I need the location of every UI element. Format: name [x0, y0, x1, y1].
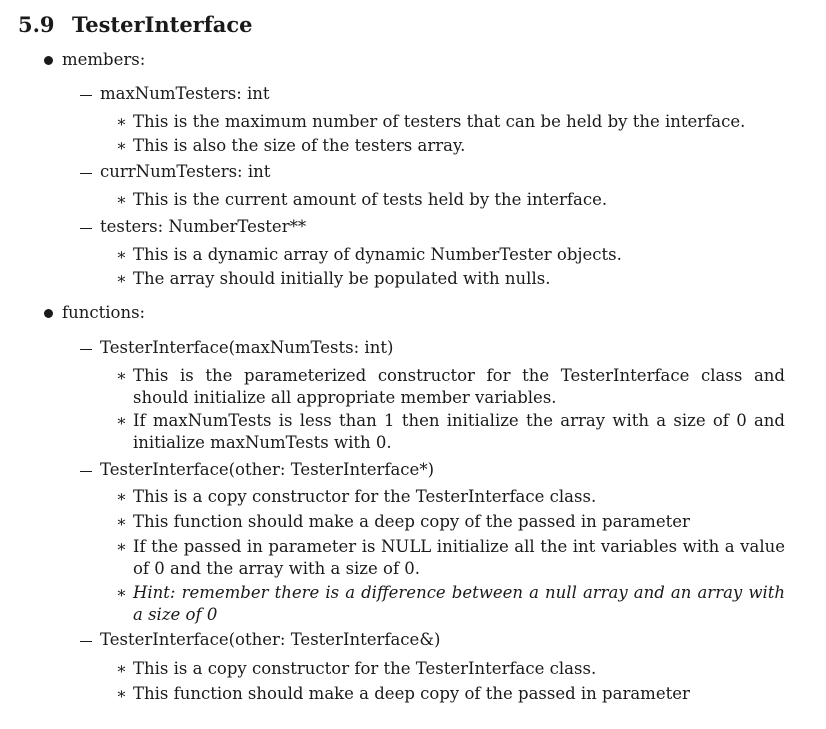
star-marker: ∗	[116, 190, 127, 209]
star-marker: ∗	[116, 512, 127, 531]
dash-marker	[80, 349, 92, 350]
function-note: This is a copy constructor for the TesterInterface class.	[133, 659, 597, 678]
dash-marker	[80, 228, 92, 229]
function-note: This is a copy constructor for the TesterInterface class.	[133, 487, 597, 506]
function-name: TesterInterface(other: TesterInterface*)	[100, 460, 435, 479]
member-name: currNumTesters: int	[100, 162, 271, 181]
section-heading	[18, 12, 253, 37]
section-number: 5.9	[18, 12, 55, 37]
star-marker: ∗	[116, 136, 127, 155]
dash-marker	[80, 173, 92, 174]
star-marker: ∗	[116, 487, 127, 506]
member-name: maxNumTesters: int	[100, 84, 270, 103]
star-marker: ∗	[116, 684, 127, 703]
function-note: If the passed in parameter is NULL initialize all the int variables with a value of 0 and the array with a size of 0.	[133, 537, 785, 578]
section-title: TesterInterface	[72, 12, 253, 37]
star-marker: ∗	[116, 245, 127, 264]
star-marker: ∗	[116, 583, 127, 602]
member-note: This is the maximum number of testers that can be held by the interface.	[133, 112, 746, 131]
star-marker: ∗	[116, 269, 127, 288]
bullet-dot	[44, 309, 53, 318]
star-marker: ∗	[116, 659, 127, 678]
function-name: TesterInterface(other: TesterInterface&)	[100, 630, 441, 649]
function-note: This is the parameterized constructor for the TesterInterface class and should initialize all appropriate member variables.	[133, 366, 785, 407]
member-note: This is also the size of the testers array.	[133, 136, 466, 155]
function-name: TesterInterface(maxNumTests: int)	[100, 338, 394, 357]
star-marker: ∗	[116, 112, 127, 131]
member-note: The array should initially be populated with nulls.	[133, 269, 551, 288]
dash-marker	[80, 471, 92, 472]
members-label: members:	[62, 50, 146, 69]
star-marker: ∗	[116, 411, 127, 430]
dash-marker	[80, 95, 92, 96]
dash-marker	[80, 641, 92, 642]
member-note: This is the current amount of tests held by the interface.	[133, 190, 608, 209]
function-note: This function should make a deep copy of the passed in parameter	[133, 512, 690, 531]
bullet-dot	[44, 56, 53, 65]
function-note: If maxNumTests is less than 1 then initialize the array with a size of 0 and initialize maxNumTests with 0.	[133, 411, 785, 452]
functions-label: functions:	[62, 303, 146, 322]
member-name: testers: NumberTester**	[100, 217, 307, 236]
member-note: This is a dynamic array of dynamic NumberTester objects.	[133, 245, 622, 264]
star-marker: ∗	[116, 537, 127, 556]
function-note: This function should make a deep copy of the passed in parameter	[133, 684, 690, 703]
star-marker: ∗	[116, 366, 127, 385]
function-hint: Hint: remember there is a difference between a null array and an array with a size of 0	[133, 583, 785, 624]
